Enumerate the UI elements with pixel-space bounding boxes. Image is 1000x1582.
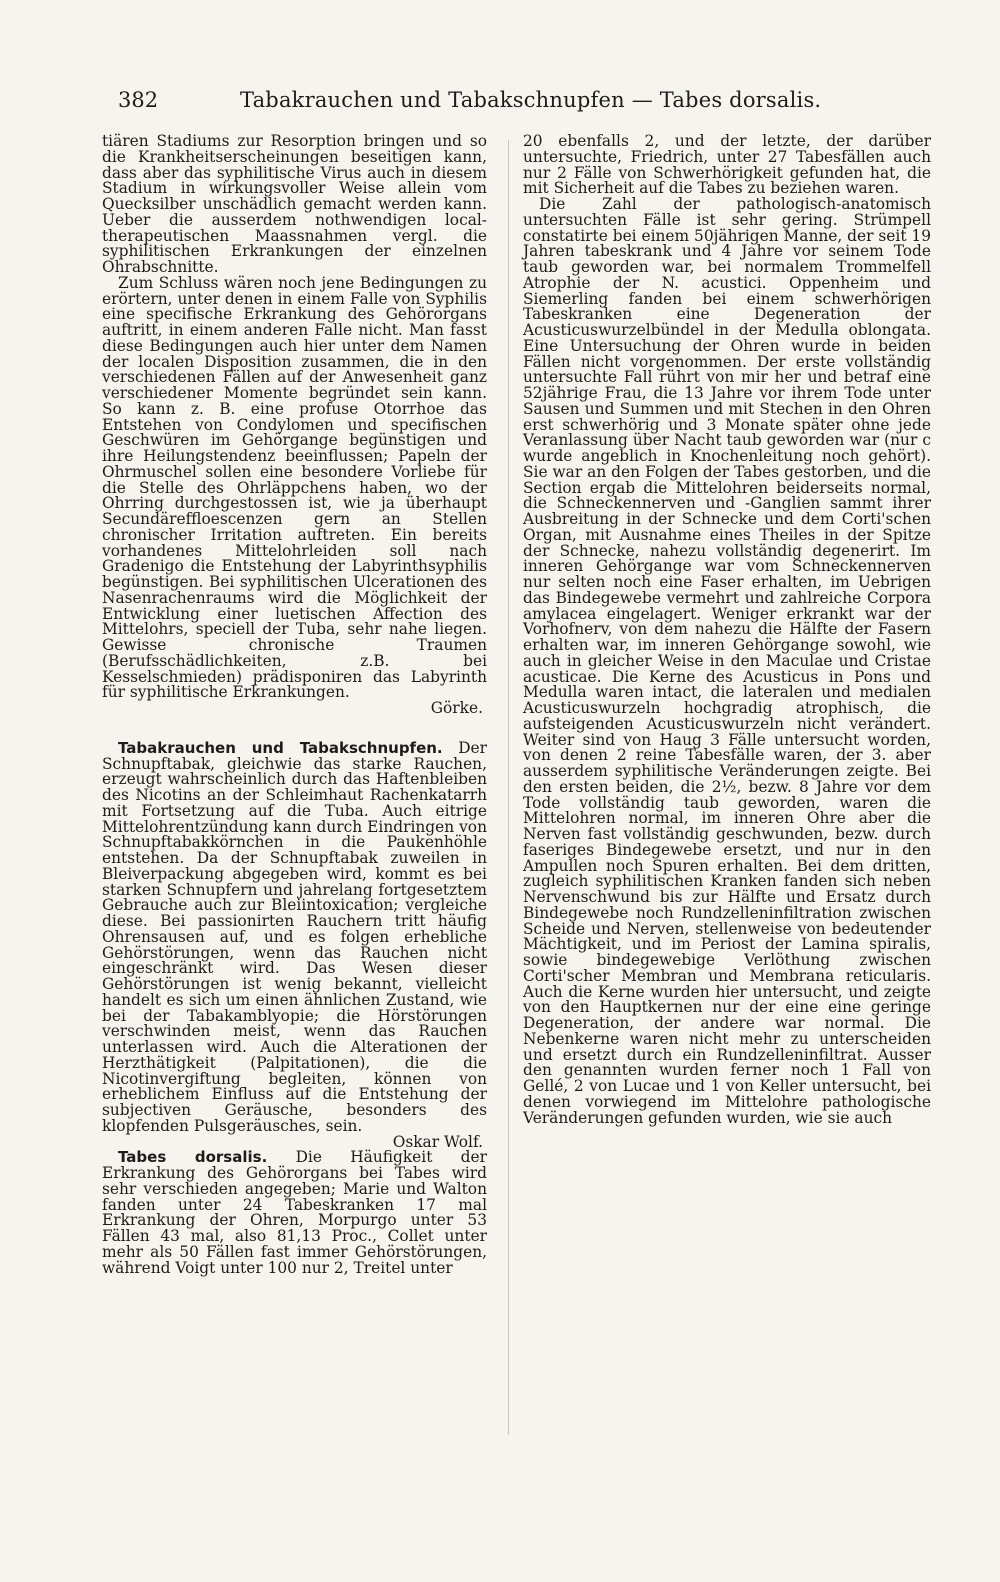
paragraph-tabes-continued: 20 ebenfalls 2, und der letzte, der darüber untersuchte, Friedrich, unter 27 Tabesfällen auch nur 2 Fälle von Schwerhörigkeit gefunden hat, die mit Sicherheit auf die Tabes zu beziehen waren. (523, 132, 931, 198)
paragraph-tabes-frequency: Die Häufigkeit der Erkrankung des Gehörorgans bei Tabes wird sehr verschieden angegeben; Marie und Walton fanden unter 24 Tabeskranken 17 mal Erkrankung der Ohren, Morpurgo unter 53 Fällen 43 mal, also 81,13 Proc., Collet unter mehr als 50 Fällen fast immer Gehörstörungen, während Voigt unter 100 nur 2, Treitel unter (102, 1148, 487, 1277)
paragraph-syphilis-therapy: tiären Stadiums zur Resorption bringen und so die Krankheitserscheinungen beseitigen kann, dass aber das syphilitische Virus auch in diesem Stadium in wirkungsvoller Weise allein vom Quecksilber unschädlich gemacht werden kann. Ueber die ausserdem nothwendigen local-therapeutischen Maassnahmen vergl. die syphilitischen Erkrankungen der einzelnen Ohrabschnitte. (102, 132, 487, 276)
section-gap (102, 717, 487, 741)
author-signature-goerke: Görke. (430, 699, 483, 717)
right-column (523, 134, 931, 1126)
author-signature-wolf: Oskar Wolf. (392, 1132, 483, 1151)
section-heading-tabakrauchen: Tabakrauchen und Tabakschnupfen. (118, 738, 443, 757)
section-tabes-dorsalis (102, 1150, 487, 1276)
section-heading-tabes-dorsalis: Tabes dorsalis. (118, 1148, 268, 1167)
section-tabakrauchen (102, 738, 487, 1135)
running-title: Tabakrauchen und Tabakschnupfen — Tabes dorsalis. (240, 88, 822, 112)
paragraph-pathology: Die Zahl der pathologisch-anatomisch untersuchten Fälle ist sehr gering. Strümpell constatirte bei einem 50jährigen Manne, der seit 19 Jahren tabeskrank und 4 Jahre vor seinem Tode taub geworden war, bei normalem Trommelfell Atrophie der N. acustici. Oppenheim und Siemerling fanden bei einem schwerhörigen Tabeskranken eine Degeneration der Acusticuswurzelbündel in der Medulla oblongata. Eine Untersuchung der Ohren wurde in beiden Fällen nicht vorgenommen. Der erste vollständig untersuchte Fall rührt von mir her und betraf eine 52jährige Frau, die 13 Jahre vor ihrem Tode unter Sausen und Summen und mit Stechen in den Ohren erst schwerhörig und 3 Monate später ohne jede Veranlassung über Nacht taub geworden war (nur c wurde angeblich in Knochenleitung noch gehört). Sie war an den Folgen der Tabes gestorben, und die Section ergab die Mittelohren beiderseits normal, die Schneckennerven und -Ganglien sammt ihrer Ausbreitung in der Schnecke und dem Corti'schen Organ, mit Ausnahme eines Theiles in der Spitze der Schnecke, nahezu vollständig degenerirt. Im inneren Gehörgange war vom Schneckennerven nur selten noch eine Faser erhalten, im Uebrigen das Bindegewebe vermehrt und zahlreiche Corpora amylacea eingelagert. Weniger erkrankt war der Vorhofnerv, von dem nahezu die Hälfte der Fasern erhalten war, im inneren Gehörgange sowohl, wie auch in gleicher Weise in den Maculae und Cristae acusticae. Die Kerne des Acusticus in Pons und Medulla waren intact, die lateralen und medialen Acusticuswurzeln hochgradig atrophisch, die aufsteigenden Acusticuswurzeln nicht verändert. Weiter sind von Haug 3 Fälle untersucht worden, von denen 2 reine Tabesfälle waren, der 3. aber ausserdem syphilitische Veränderungen zeigte. Bei den ersten beiden, die 2½, bezw. 8 Jahre vor dem Tode vollständig taub geworden, waren die Mittelohren normal, im inneren Ohre aber die Nerven fast vollständig geschwunden, bezw. durch faseriges Bindegewebe ersetzt, und nur in den Ampullen noch Spuren erhalten. Bei dem dritten, zugleich syphilitischen Kranken fanden sich neben Nervenschwund bis zur Hälfte und Ersatz durch Bindegewebe noch Rundzelleninfiltration zwischen Scheide und Nerven, stellenweise von bedeutender Mächtigkeit, und im Periost der Lamina spiralis, sowie bindegewebige Verlöthung zwischen Corti'scher Membran und Membrana reticularis. Auch die Kerne wurden hier untersucht, und zeigte von den Hauptkernen nur der eine eine geringe Degeneration, der andere war normal. Die Nebenkerne waren nicht mehr zu unterscheiden und ersetzt durch ein Rundzelleninfiltrat. Ausser den genannten wurden ferner noch 1 Fall von Gellé, 2 von Lucae und 1 von Keller untersucht, bei denen vorwiegend im Mittelohre pathologische Veränderungen gefunden wurden, wie sie auch (523, 195, 931, 1127)
page-number: 382 (118, 88, 159, 112)
column-divider (508, 140, 509, 1435)
paragraph-local-disposition: Zum Schluss wären noch jene Bedingungen zu erörtern, unter denen in einem Falle von Syphilis eine specifische Erkrankung des Gehörorgans auftritt, in einem anderen Falle nicht. Man fasst diese Bedingungen auch hier unter dem Namen der localen Disposition zusammen, die in den verschiedenen Fällen auf der Anwesenheit ganz verschiedener Momente begründet sein kann. So kann z. B. eine profuse Otorrhoe das Entstehen von Condylomen und specifischen Geschwüren im Gehörgange begünstigen und ihre Heilungstendenz beeinflussen; Papeln der Ohrmuschel sollen eine besondere Vorliebe für die Stelle des Ohrläppchens haben, wo der Ohrring durchgestossen ist, wie ja überhaupt Secundäreffloescenzen gern an Stellen chronischer Irritation auftreten. Ein bereits vorhandenes Mittelohrleiden soll nach Gradenigo die Entstehung der Labyrinthsyphilis begünstigen. Bei syphilitischen Ulcerationen des Nasenrachenraums wird die Möglichkeit der Entwicklung einer luetischen Affection des Mittelohrs, speciell der Tuba, sehr nahe liegen. Gewisse chronische Traumen (Berufsschädlichkeiten, z.B. bei Kesselschmieden) prädisponiren das Labyrinth für syphilitische Erkrankungen. (102, 273, 487, 702)
paragraph-tabakrauchen: Der Schnupftabak, gleichwie das starke Rauchen, erzeugt wahrscheinlich durch das Haftenbleiben des Nicotins an der Schleimhaut Rachenkatarrh mit Fortsetzung auf die Tuba. Auch eitrige Mittelohrentzündung kann durch Eindringen von Schnupftabakkörnchen in die Paukenhöhle entstehen. Da der Schnupftabak zuweilen in Bleiverpackung abgegeben wird, kommt es bei starken Schnupfern und jahrelang fortgesetztem Gebrauche auch zur Bleiintoxication; vergleiche diese. Bei passionirten Rauchern tritt häufig Ohrensausen auf, und es folgen erhebliche Gehörstörungen, wenn das Rauchen nicht eingeschränkt wird. Das Wesen dieser Gehörstörungen ist wenig bekannt, vielleicht handelt es sich um einen ähnlichen Zustand, wie bei der Tabakamblyopie; die Hörstörungen verschwinden meist, wenn das Rauchen unterlassen wird. Auch die Alterationen der Herzthätigkeit (Palpitationen), die die Nicotinvergiftung begleiten, können von erheblichem Einfluss auf die Entstehung der subjectiven Geräusche, besonders des klopfenden Pulsgeräusches, sein. (102, 738, 487, 1135)
page-header (118, 88, 928, 118)
left-column (102, 134, 487, 1276)
